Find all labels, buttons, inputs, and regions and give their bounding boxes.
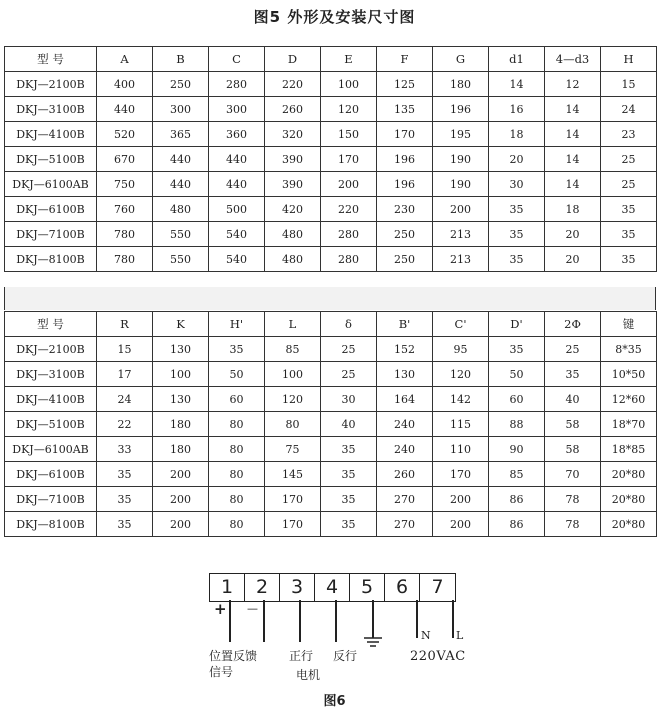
value-cell: 17 [97, 362, 153, 387]
value-cell: 280 [321, 247, 377, 272]
value-cell: 86 [489, 512, 545, 537]
value-cell: 20 [545, 222, 601, 247]
value-cell: 190 [433, 147, 489, 172]
value-cell: 25 [321, 337, 377, 362]
value-cell: 195 [433, 122, 489, 147]
table-row [5, 247, 657, 272]
value-cell: 14 [489, 72, 545, 97]
model-cell: DKJ—6100AB [5, 172, 97, 197]
value-cell: 125 [377, 72, 433, 97]
terminal-6: 6 [385, 574, 420, 601]
column-header: B' [377, 312, 433, 337]
value-cell: 58 [545, 437, 601, 462]
value-cell: 390 [265, 172, 321, 197]
value-cell: 420 [265, 197, 321, 222]
value-cell: 220 [265, 72, 321, 97]
value-cell: 320 [265, 122, 321, 147]
value-cell: 440 [153, 147, 209, 172]
value-cell: 35 [321, 487, 377, 512]
value-cell: 23 [601, 122, 657, 147]
table-row [5, 437, 657, 462]
column-header: D [265, 47, 321, 72]
value-cell: 25 [321, 362, 377, 387]
value-cell: 200 [153, 462, 209, 487]
table-row [5, 512, 657, 537]
value-cell: 130 [377, 362, 433, 387]
value-cell: 540 [209, 222, 265, 247]
value-cell: 130 [153, 387, 209, 412]
terminal-2: 2 [245, 574, 280, 601]
column-header: A [97, 47, 153, 72]
column-header: B [153, 47, 209, 72]
neutral-label: N [421, 629, 431, 642]
wire-7 [452, 600, 454, 638]
value-cell: 180 [153, 412, 209, 437]
value-cell: 250 [377, 222, 433, 247]
model-cell: DKJ—2100B [5, 337, 97, 362]
value-cell: 35 [489, 247, 545, 272]
value-cell: 33 [97, 437, 153, 462]
value-cell: 80 [209, 412, 265, 437]
model-cell: DKJ—5100B [5, 412, 97, 437]
value-cell: 550 [153, 247, 209, 272]
value-cell: 40 [545, 387, 601, 412]
table-row [5, 72, 657, 97]
value-cell: 190 [433, 172, 489, 197]
value-cell: 170 [377, 122, 433, 147]
live-label: L [456, 629, 464, 642]
value-cell: 780 [97, 247, 153, 272]
value-cell: 120 [433, 362, 489, 387]
value-cell: 22 [97, 412, 153, 437]
value-cell: 50 [489, 362, 545, 387]
value-cell: 196 [377, 172, 433, 197]
plus-label: + [214, 600, 227, 618]
wire-6 [416, 600, 418, 638]
value-cell: 25 [545, 337, 601, 362]
terminal-block [209, 573, 456, 602]
table-row [5, 362, 657, 387]
value-cell: 24 [97, 387, 153, 412]
page-title: 图5 外形及安装尺寸图 [253, 8, 416, 26]
model-cell: DKJ—3100B [5, 362, 97, 387]
terminal-4: 4 [315, 574, 350, 601]
value-cell: 35 [489, 222, 545, 247]
value-cell: 30 [321, 387, 377, 412]
terminal-3: 3 [280, 574, 315, 601]
value-cell: 170 [321, 147, 377, 172]
value-cell: 180 [433, 72, 489, 97]
value-cell: 85 [265, 337, 321, 362]
value-cell: 35 [545, 362, 601, 387]
position-feedback-label: 位置反馈 [209, 649, 258, 663]
value-cell: 135 [377, 97, 433, 122]
value-cell: 300 [209, 97, 265, 122]
value-cell: 35 [321, 462, 377, 487]
value-cell: 20 [545, 247, 601, 272]
value-cell: 440 [209, 147, 265, 172]
value-cell: 115 [433, 412, 489, 437]
value-cell: 30 [489, 172, 545, 197]
value-cell: 18*70 [601, 412, 657, 437]
value-cell: 35 [601, 247, 657, 272]
value-cell: 14 [545, 97, 601, 122]
value-cell: 440 [209, 172, 265, 197]
value-cell: 360 [209, 122, 265, 147]
value-cell: 15 [601, 72, 657, 97]
value-cell: 8*35 [601, 337, 657, 362]
value-cell: 18 [545, 197, 601, 222]
value-cell: 16 [489, 97, 545, 122]
model-cell: DKJ—2100B [5, 72, 97, 97]
value-cell: 58 [545, 412, 601, 437]
value-cell: 20*80 [601, 462, 657, 487]
model-cell: DKJ—6100B [5, 197, 97, 222]
column-header: K [153, 312, 209, 337]
value-cell: 670 [97, 147, 153, 172]
minus-label: — [247, 602, 258, 615]
table-row [5, 337, 657, 362]
value-cell: 196 [433, 97, 489, 122]
terminal-5: 5 [350, 574, 385, 601]
value-cell: 240 [377, 437, 433, 462]
value-cell: 60 [209, 387, 265, 412]
model-cell: DKJ—8100B [5, 512, 97, 537]
value-cell: 24 [601, 97, 657, 122]
value-cell: 780 [97, 222, 153, 247]
value-cell: 18*85 [601, 437, 657, 462]
value-cell: 550 [153, 222, 209, 247]
value-cell: 100 [153, 362, 209, 387]
wire-1 [229, 600, 231, 642]
value-cell: 90 [489, 437, 545, 462]
value-cell: 540 [209, 247, 265, 272]
value-cell: 280 [321, 222, 377, 247]
wire-5 [372, 600, 374, 638]
value-cell: 80 [209, 487, 265, 512]
value-cell: 75 [265, 437, 321, 462]
table-row [5, 97, 657, 122]
column-header: 4—d3 [545, 47, 601, 72]
value-cell: 250 [377, 247, 433, 272]
value-cell: 35 [321, 512, 377, 537]
model-cell: DKJ—6100AB [5, 437, 97, 462]
value-cell: 110 [433, 437, 489, 462]
value-cell: 35 [601, 222, 657, 247]
value-cell: 164 [377, 387, 433, 412]
column-header: d1 [489, 47, 545, 72]
value-cell: 20*80 [601, 487, 657, 512]
value-cell: 80 [209, 462, 265, 487]
value-cell: 12*60 [601, 387, 657, 412]
column-header: C' [433, 312, 489, 337]
value-cell: 170 [433, 462, 489, 487]
value-cell: 500 [209, 197, 265, 222]
table-row [5, 387, 657, 412]
value-cell: 14 [545, 147, 601, 172]
value-cell: 480 [265, 247, 321, 272]
value-cell: 35 [97, 512, 153, 537]
value-cell: 35 [601, 197, 657, 222]
value-cell: 14 [545, 122, 601, 147]
value-cell: 85 [489, 462, 545, 487]
value-cell: 60 [489, 387, 545, 412]
value-cell: 20 [489, 147, 545, 172]
value-cell: 270 [377, 487, 433, 512]
column-header: H' [209, 312, 265, 337]
terminal-7: 7 [431, 576, 444, 598]
value-cell: 230 [377, 197, 433, 222]
figure-6-label: 图6 [323, 694, 346, 709]
terminal-wiring-diagram [209, 573, 469, 683]
value-cell: 250 [153, 72, 209, 97]
value-cell: 220 [321, 197, 377, 222]
wire-4 [335, 600, 337, 642]
value-cell: 200 [433, 197, 489, 222]
ground-icon [363, 637, 383, 649]
value-cell: 86 [489, 487, 545, 512]
column-header: C [209, 47, 265, 72]
model-cell: DKJ—6100B [5, 462, 97, 487]
value-cell: 170 [265, 487, 321, 512]
value-cell: 300 [153, 97, 209, 122]
value-cell: 100 [321, 72, 377, 97]
table-row [5, 462, 657, 487]
terminal-1: 1 [210, 574, 245, 601]
table-row [5, 412, 657, 437]
model-cell: DKJ—8100B [5, 247, 97, 272]
value-cell: 12 [545, 72, 601, 97]
value-cell: 70 [545, 462, 601, 487]
model-cell: DKJ—3100B [5, 97, 97, 122]
value-cell: 15 [97, 337, 153, 362]
value-cell: 95 [433, 337, 489, 362]
column-header: D' [489, 312, 545, 337]
value-cell: 390 [265, 147, 321, 172]
table-header-row [5, 47, 657, 72]
forward-label: 正行 [289, 649, 314, 663]
value-cell: 120 [321, 97, 377, 122]
value-cell: 200 [153, 487, 209, 512]
table-row [5, 172, 657, 197]
column-header: H [601, 47, 657, 72]
column-header: 型 号 [5, 312, 97, 337]
value-cell: 78 [545, 512, 601, 537]
value-cell: 35 [97, 487, 153, 512]
value-cell: 213 [433, 247, 489, 272]
table-row [5, 222, 657, 247]
value-cell: 750 [97, 172, 153, 197]
column-header: 键 [601, 312, 657, 337]
value-cell: 150 [321, 122, 377, 147]
value-cell: 760 [97, 197, 153, 222]
value-cell: 35 [209, 337, 265, 362]
value-cell: 40 [321, 412, 377, 437]
value-cell: 400 [97, 72, 153, 97]
value-cell: 25 [601, 147, 657, 172]
value-cell: 480 [265, 222, 321, 247]
value-cell: 170 [265, 512, 321, 537]
wire-2 [263, 600, 265, 642]
column-header: G [433, 47, 489, 72]
column-header: F [377, 47, 433, 72]
value-cell: 480 [153, 197, 209, 222]
value-cell: 260 [377, 462, 433, 487]
column-header: L [265, 312, 321, 337]
value-cell: 180 [153, 437, 209, 462]
reverse-label: 反行 [333, 649, 358, 663]
model-cell: DKJ—5100B [5, 147, 97, 172]
motor-label: 电机 [296, 668, 321, 682]
value-cell: 440 [153, 172, 209, 197]
column-header: 2Φ [545, 312, 601, 337]
value-cell: 35 [489, 337, 545, 362]
column-header: δ [321, 312, 377, 337]
dimension-table-2 [4, 311, 657, 537]
value-cell: 50 [209, 362, 265, 387]
value-cell: 35 [97, 462, 153, 487]
value-cell: 18 [489, 122, 545, 147]
model-cell: DKJ—4100B [5, 122, 97, 147]
signal-label: 信号 [209, 665, 234, 679]
model-cell: DKJ—4100B [5, 387, 97, 412]
column-header: E [321, 47, 377, 72]
column-header: 型 号 [5, 47, 97, 72]
table-separator-band [4, 287, 656, 310]
value-cell: 78 [545, 487, 601, 512]
value-cell: 260 [265, 97, 321, 122]
wire-3 [299, 600, 301, 642]
column-header: R [97, 312, 153, 337]
model-cell: DKJ—7100B [5, 222, 97, 247]
voltage-label: 220VAC [410, 649, 466, 664]
value-cell: 200 [153, 512, 209, 537]
value-cell: 142 [433, 387, 489, 412]
value-cell: 35 [321, 437, 377, 462]
value-cell: 213 [433, 222, 489, 247]
value-cell: 365 [153, 122, 209, 147]
table-row [5, 197, 657, 222]
value-cell: 25 [601, 172, 657, 197]
value-cell: 145 [265, 462, 321, 487]
value-cell: 80 [265, 412, 321, 437]
value-cell: 280 [209, 72, 265, 97]
value-cell: 10*50 [601, 362, 657, 387]
value-cell: 152 [377, 337, 433, 362]
table-row [5, 487, 657, 512]
dimension-table-1 [4, 46, 657, 272]
value-cell: 80 [209, 512, 265, 537]
value-cell: 35 [489, 197, 545, 222]
value-cell: 520 [97, 122, 153, 147]
value-cell: 130 [153, 337, 209, 362]
value-cell: 20*80 [601, 512, 657, 537]
value-cell: 200 [433, 512, 489, 537]
value-cell: 196 [377, 147, 433, 172]
table-row [5, 122, 657, 147]
table-header-row [5, 312, 657, 337]
table-row [5, 147, 657, 172]
model-cell: DKJ—7100B [5, 487, 97, 512]
value-cell: 240 [377, 412, 433, 437]
value-cell: 200 [433, 487, 489, 512]
value-cell: 270 [377, 512, 433, 537]
value-cell: 440 [97, 97, 153, 122]
value-cell: 14 [545, 172, 601, 197]
value-cell: 80 [209, 437, 265, 462]
value-cell: 120 [265, 387, 321, 412]
value-cell: 200 [321, 172, 377, 197]
value-cell: 100 [265, 362, 321, 387]
value-cell: 88 [489, 412, 545, 437]
